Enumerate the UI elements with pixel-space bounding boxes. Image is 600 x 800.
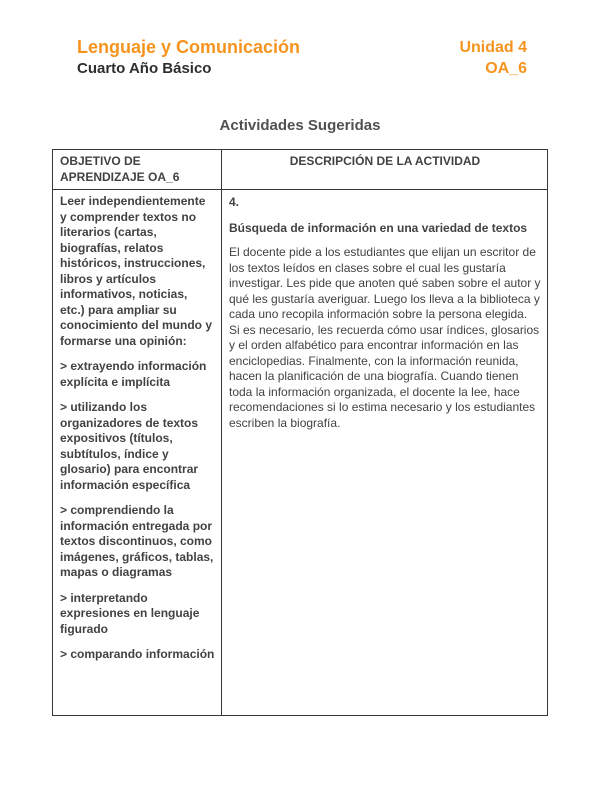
column-header-activity: DESCRIPCIÓN DE LA ACTIVIDAD [289, 154, 481, 168]
oa-code: OA_6 [485, 60, 527, 77]
objective-bullet: > comparando información [60, 647, 215, 661]
objective-bullet: > extrayendo información explícita e implícita [60, 359, 207, 389]
objective-cell [53, 190, 222, 715]
unit-label: Unidad 4 [459, 39, 527, 56]
objective-bullet: > interpretando expresiones en lenguaje figurado [60, 590, 200, 636]
activity-cell [222, 190, 547, 715]
document-header [77, 36, 527, 79]
header-left [77, 36, 300, 79]
header-right [459, 36, 527, 79]
activity-number: 4. [229, 195, 240, 209]
grade-level: Cuarto Año Básico [77, 60, 212, 77]
objective-bullet: > comprendiendo la información entregada por textos discontinuos, como imágenes, gráficos, tablas, mapas o diagramas [60, 503, 214, 579]
table-body-row [53, 190, 547, 715]
objective-intro: Leer independientemente y comprender textos no literarios (cartas, biografías, relatos históricos, instrucciones, libros y artículos informativos, noticias, etc.) para ampliar su conocimiento del mundo y formarse una opinión: [60, 194, 213, 348]
column-header-objective: OBJETIVO DE APRENDIZAJE OA_6 [53, 150, 222, 189]
subject-title: Lenguaje y Comunicación [77, 37, 301, 57]
page-title: Actividades Sugeridas [219, 117, 381, 134]
table-header-row [53, 150, 547, 190]
activity-description: El docente pide a los estudiantes que elijan un escritor de los textos leídos en clases sobre el cual les gustaría investigar. Les pide que anoten qué saben sobre el autor y qué les gustaría averiguar. Luego los lleva a la biblioteca y cada uno recopila información sobre la persona elegida. Si es necesario, les recuerda cómo usar índices, glosarios y el orden alfabético para encontrar información en las enciclopedias. Finalmente, con la información reunida, hacen la planificación de una biografía. Cuando tienen toda la información organizada, el docente la lee, hace recomendaciones si lo estima necesario y los estudiantes escriben la biografía. [229, 245, 541, 430]
activity-heading: Búsqueda de información en una variedad de textos [229, 220, 528, 235]
activities-table [52, 149, 548, 716]
objective-bullet: > utilizando los organizadores de textos expositivos (títulos, subtítulos, índice y glosario) para encontrar información específica [60, 400, 199, 492]
